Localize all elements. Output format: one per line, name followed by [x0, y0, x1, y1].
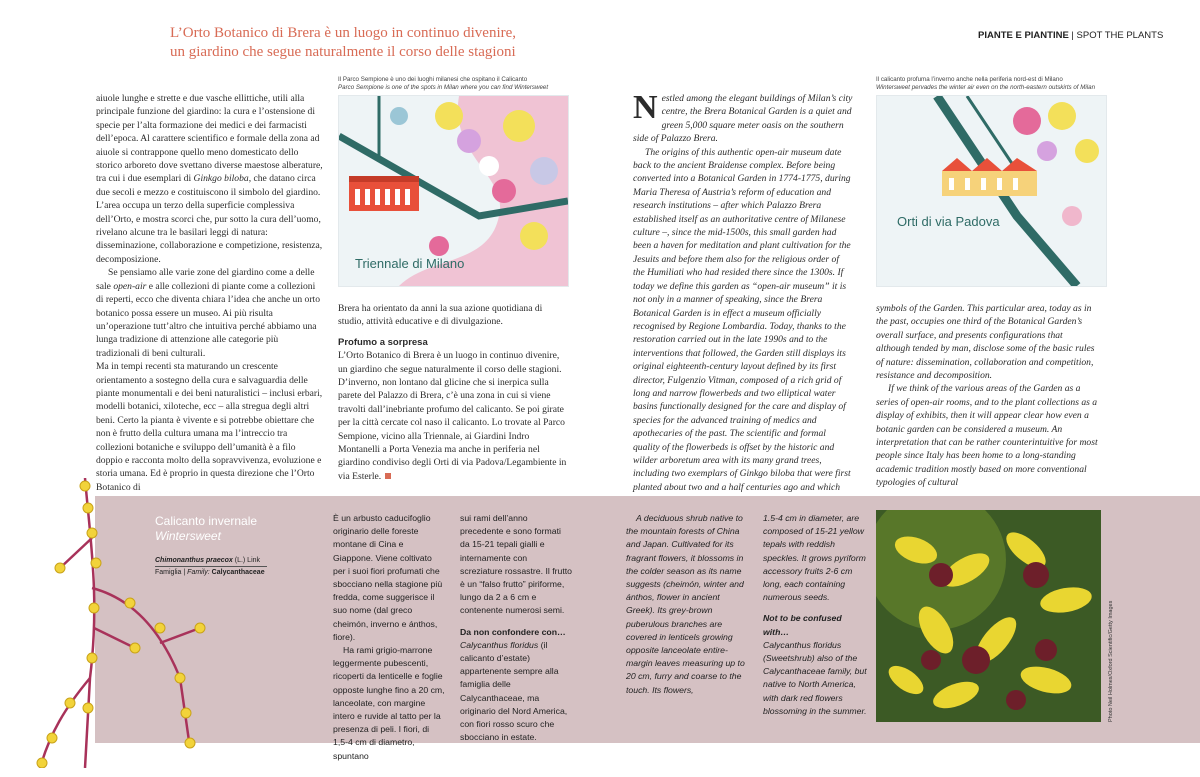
article-column-3 — [633, 89, 853, 508]
map-2-illustration — [876, 95, 1107, 287]
species-text-en-2 — [763, 512, 867, 718]
map-2-caption-en: Wintersweet pervades the winter air even on the north-eastern outskirts of Milan — [876, 84, 1096, 91]
species-title: Calicanto invernale — [155, 514, 258, 528]
species-it-paragraph-2: Ha rami grigio-marrone leggermente pubescenti, ricoperti da lenticelle e foglie opposte lunghe fino a 20 cm, lanceolate, con margine intero e ruvide al tatto per la presenza di peli. I fiori, di 1,5-4 cm di diametro, spuntano — [333, 645, 445, 761]
col3-paragraph-1: Nestled among the elegant buildings of Milan’s city centre, the Brera Botanical Garden is a quiet and green 5,000 square meter oasis on the southern side of Palazzo Brera. — [633, 89, 853, 145]
drop-cap: N — [633, 89, 658, 126]
species-text-it-2 — [460, 512, 572, 744]
section-tag — [978, 30, 1163, 41]
col2-paragraph-1: Brera ha orientato da anni la sua azione quotidiana di studio, attività educative e di divulgazione. — [338, 303, 543, 328]
map-2-caption-it: Il calicanto profuma l’inverno anche nella periferia nord-est di Milano — [876, 76, 1063, 83]
wintersweet-photo — [876, 510, 1101, 722]
section-title-en: SPOT THE PLANTS — [1076, 30, 1164, 41]
pull-quote-line-2: un giardino che segue naturalmente il corso delle stagioni — [170, 44, 516, 60]
map-2-graphic — [877, 96, 1106, 286]
map-1-label: Triennale di Milano — [355, 256, 465, 271]
col1-paragraph-2: Se pensiamo alle varie zone del giardino come a delle sale open-air e alle collezioni di piante come a collezioni di reperti, ecco che diventa chiara l’idea che anche un orto botanico possa essere un museo. Ai più risulta un’operazione tutt’altro che intuitiva perché abbiamo una lunga tradizione di attenzione alle categorie più tradizionali di beni culturali. — [96, 267, 321, 359]
pull-quote — [170, 24, 530, 62]
species-title-en: Wintersweet — [155, 529, 221, 543]
photo-credit: Photo Neil Holmes/Oxford Scientific/Getty Images — [1108, 600, 1114, 722]
end-mark — [385, 473, 391, 479]
species-en-paragraph-1: A deciduous shrub native to the mountain forests of China and Japan. Cultivated for its fragrant flowers, it blossoms in the colder season as its name suggests (cheimón, winter and ánthos, flower in ancient Greek). Its grey-brown puberulous branches are covered in lenticels growing opposite lanceolate entire-margin leaves measuring up to 20 cm, furry and coarse to the touch. Its flowers, — [626, 513, 745, 695]
flower-photo-graphic — [876, 510, 1101, 722]
species-text-it-1 — [333, 512, 445, 763]
species-family: Famiglia | Family: Calycanthaceae — [155, 569, 265, 576]
species-en-subhead: Not to be confused with… — [763, 613, 842, 637]
col4-paragraph-1: symbols of the Garden. This particular area, today as in the past, occupies one third of the Botanical Garden’s overall surface, and presents configurations that although tended by man, disclose some of the basic rules of nature: dissemination, collaboration and competition, resistance and decomposition. — [876, 303, 1095, 382]
col2-subhead: Profumo a sorpresa — [338, 336, 428, 348]
section-title-it: PIANTE E PIANTINE — [978, 30, 1069, 41]
map-1-caption — [338, 76, 578, 92]
species-en-paragraph-3: Calycanthus floridus (Sweetshrub) also of the Calycanthaceae family, but native to North America, with dark red flowers blossoming in the summer. — [763, 639, 867, 716]
col4-paragraph-2: If we think of the various areas of the Garden as a series of open-air rooms, and to the plant collections as a display of exhibits, then it will appear clear how even a botanic garden can be considered a museum. An interpretation that can be rather counterintuitive for most people since Italy has been home to a long-standing academic tradition mostly based on more conventional typologies of cultural — [876, 383, 1098, 489]
species-it-paragraph-1: È un arbusto caducifoglio originario delle foreste montane di Cina e Giappone. Viene coltivato per i suoi fiori profumati che sbocciano nella stagione più fredda, come suggerisce il suo nome (dal greco cheimón, inverno e ánthos, fiore). — [333, 513, 443, 642]
col1-paragraph-1: aiuole lunghe e strette e due vasche ellittiche, utili alla principale funzione del giardino: la cura e l’ostensione di specie per l’alta formazione dei medici e dei farmacisti dell’epoca. Al carattere scientifico e formale della zona ad aiuole si contrappone quello meno domesticato dello storico arboreto dove svettano diverse maestose alberature, tra cui i due esemplari di Ginkgo biloba, che datano circa due secoli e mezzo e costituiscono il simbolo del giardino. L’area occupa un terzo della superficie complessiva dell’Orto, e mostra scorci che, pur sotto la cura dell’uomo, rivelano alcune tra le basilari leggi di natura: disseminazione, collaborazione e competizione, resistenza, decomposizione. — [96, 93, 323, 265]
species-it-subhead: Da non confondere con… — [460, 626, 566, 637]
map-1-caption-it: Il Parco Sempione è uno dei luoghi milanesi che ospitano il Calicanto — [338, 76, 528, 83]
species-text-en-1 — [626, 512, 746, 697]
map-2-caption — [876, 76, 1116, 92]
scientific-name: Chimonanthus praecox (L.) Link — [155, 556, 267, 567]
col3-paragraph-2: The origins of this authentic open-air museum date back to the ancient Braidense complex. Before being converted into a Botanical Garden in 1774-1775, during Maria Theresa of Austria’s reform of education and research institutions – after which Palazzo Brera established itself as an authoritative centre of Milanese culture –, since the mid-1500s, this small garden had been a haven for meditation and plant cultivation for the Jesuits and before them also for the religious order of the Humiliati who had resided there since the 1300s. If today we define this garden as “open-air museum” it is not only in a manner of speaking, since the Brera Botanical Garden is in effect a museum officially recognised by Regione Lombardia. Today, thanks to the restoration carried out in the late 1990s and to the interventions that followed, the Garden still displays its original eighteenth-century layout defined by its first director, Fulgenzio Vitman, composed of a rich grid of long and narrow flowerbeds and two elliptical water basins functionally designed for the care and display of species for the advanced training of medics and apothecaries of the past. The scientific and formal quality of the flowerbeds is offset by the historic and wilder arboretum area with its many grand trees, including two exemplars of Ginkgo biloba that were first planted about two and a half centuries ago and which — [633, 146, 851, 493]
species-it-paragraph-4: Calycanthus floridus (il calicanto d’estate) appartenente sempre alla famiglia delle Calycanthaceae, ma originario del Nord America, con fiori rosso scuro che sbocciano in estate. — [460, 639, 568, 743]
map-2-label: Orti di via Padova — [897, 214, 1000, 229]
species-title-block — [155, 514, 267, 578]
pull-quote-line-1: L’Orto Botanico di Brera è un luogo in continuo divenire, — [170, 25, 517, 41]
section-separator: | — [1068, 30, 1077, 41]
col1-paragraph-3: Ma in tempi recenti sta maturando un crescente orientamento a sostegno della cura e salvaguardia delle piante monumentali e dei beni naturalistici – inclusi erbari, modelli botanici, xiloteche, ecc – alla stregua degli altri beni. Certo la pianta è vivente e si potrebbe obiettare che non è frutto della cultura umana ma l’intreccio tra collezioni botaniche e sviluppo dell’umanità è a filo doppio e racconta molto della sopravvivenza, evoluzione e storia umana. Ed è proprio in questa direzione che l’Orto Botanico di — [96, 361, 323, 493]
col2-paragraph-2: L’Orto Botanico di Brera è un luogo in continuo divenire, un giardino che segue naturalmente il corso delle stagioni. D’inverno, non lontano dal glicine che si inerpica sulla parete del Palazzo di Brera, c’è una zona in cui si viene travolti dall’inebriante profumo del calicanto. Se poi girate per la città cercate col naso il calicanto. Lo trovate al Parco Sempione, vicino alla Triennale, ai Giardini Indro Montanelli a Porta Venezia ma anche in periferia nel giardino condiviso degli Orti di via Padova/Legambiente in via Esterle. — [338, 350, 567, 482]
article-column-1 — [96, 92, 324, 494]
article-column-4 — [876, 302, 1098, 490]
species-it-paragraph-3: sui rami dell’anno precedente e sono formati da 15-21 tepali gialli e internamente con screziature rossastre. Il frutto è un “falso frutto” piriforme, lungo da 2 a 6 cm e contenente numerosi semi. — [460, 513, 573, 616]
species-en-paragraph-2: 1.5-4 cm in diameter, are composed of 15-21 yellow tepals with reddish speckles. It grows pyriform accessory fruits 2-6 cm long, each containing numerous seeds. — [763, 513, 866, 603]
orti-buildings-icon — [942, 158, 1037, 196]
map-1-illustration — [338, 95, 569, 287]
map-1-caption-en: Parco Sempione is one of the spots in Milan where you can find Wintersweet — [338, 84, 549, 91]
article-column-2 — [338, 302, 570, 483]
